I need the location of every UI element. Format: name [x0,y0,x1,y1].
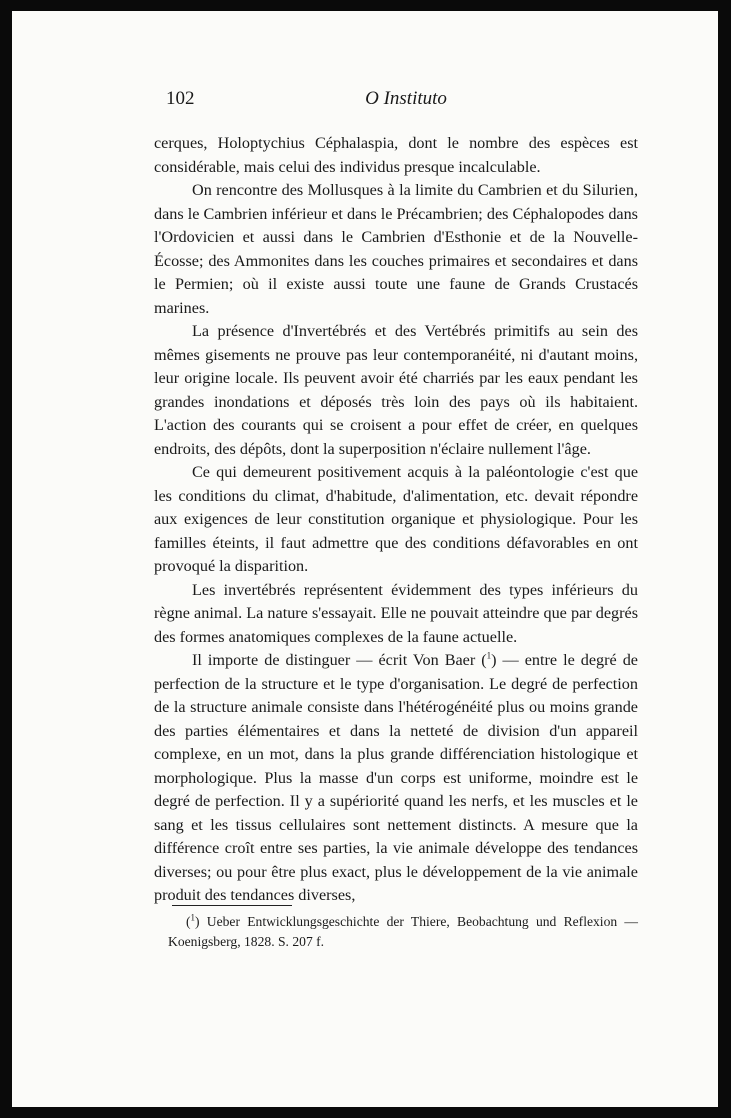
paragraph: cerques, Holoptychius Céphalaspia, dont le nombre des espèces est considérable, mais celui des individus presque incalculable. [154,134,638,176]
footnote-paren-open: ( [186,914,191,929]
paragraph: On rencontre des Mollusques à la limite du Cambrien et du Silurien, dans le Cambrien inférieur et dans le Précambrien; des Céphalopodes dans l'Ordovicien et aussi dans le Cambrien d'Esthonie et de la Nouvelle-Écosse; des Ammonites dans les couches primaires et secondaires et dans le Permien; où il existe aussi toute une faune de Grands Crustacés marines. [154,181,638,317]
paragraph-text: ) — entre le degré de perfection de la structure et le type d'organisation. Le degré de perfection de la structure animale consiste dans l'hétérogénéité plus ou moins grande des parties élémentaires et dans la netteté de division d'un appareil complexe, en un mot, dans la plus grande différenciation histologique et morphologique. Plus la masse d'un corps est uniforme, moindre est le degré de perfection. Il y a supériorité quand les nerfs, et les muscles et le sang et les tissus cellulaires sont nettement distincts. A mesure que la différence croît entre ses parties, la vie animale développe des tendances diverses; ou pour être plus exact, plus le développement de la vie animale produit des tendances diverses, [154,651,638,904]
page-number: 102 [166,88,195,109]
body-text [154,132,638,908]
running-title: O Instituto [365,88,447,109]
footnote-mark: 1 [190,912,196,923]
paragraph: Ce qui demeurent positivement acquis à la paléontologie c'est que les conditions du climat, d'habitude, d'alimentation, etc. devait répondre aux exigences de leur constitution organique et physiologique. Pour les familles éteints, il faut admettre que des conditions défavorables en ont provoqué la disparition. [154,463,638,575]
footnote-text: Ueber Entwicklungsgeschichte der Thiere, Beobachtung und Reflexion — Koenigsberg, 1828. S. 207 f. [168,914,638,949]
paragraph: Les invertébrés représentent évidemment des types inférieurs du règne animal. La nature s'essayait. Elle ne pouvait atteindre que par degrés des formes anatomiques complexes de la faune actuelle. [154,580,638,646]
footnote [168,912,638,952]
page-header [166,88,646,118]
footnote-paren-close: ) [195,914,200,929]
paragraph-with-footnote-ref [154,649,638,908]
footnote-reference: 1 [486,650,492,661]
footnote-divider [172,905,292,906]
paragraph-text: Il importe de distinguer — écrit Von Baer ( [192,651,487,669]
paragraph: La présence d'Invertébrés et des Vertébrés primitifs au sein des mêmes gisements ne prouve pas leur contemporanéité, ni d'autant moins, leur origine locale. Ils peuvent avoir été charriés par les eaux pendant les grandes inondations et déposés très loin des pays où ils habitaient. L'action des courants qui se croisent a pour effet de créer, en quelques endroits, des dépôts, dont la superposition n'éclaire nullement l'âge. [154,322,638,458]
